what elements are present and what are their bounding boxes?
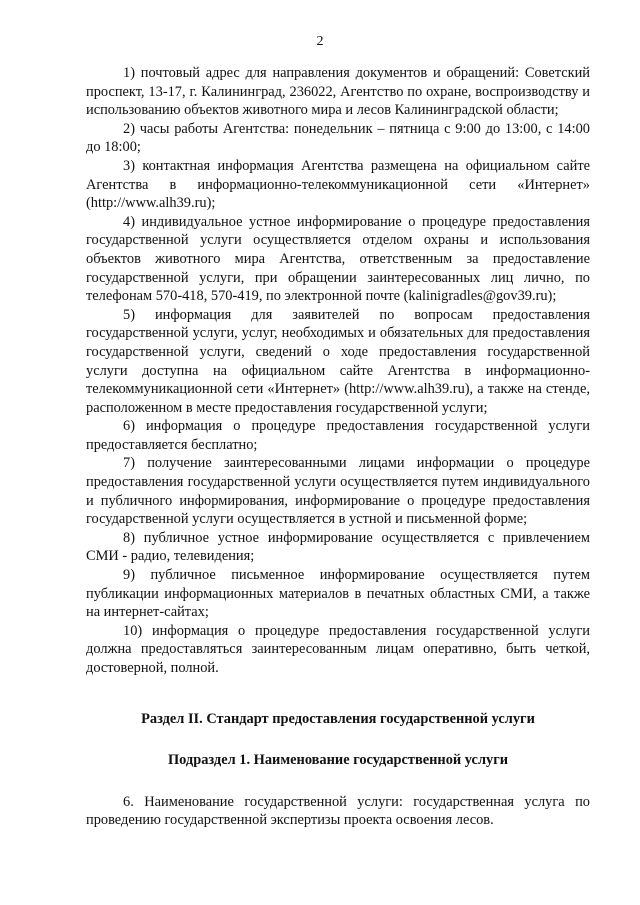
- paragraph-item-5: 5) информация для заявителей по вопросам предоставления государственной услуги, услуг, необходимых и обязательных для предоставления государственной услуги, сведений о ходе предоставления государственной услуги доступна на официальном сайте Агентства в информационно-телекоммуникационной сети «Интернет» (http://www.alh39.ru), а также на стенде, расположенном в месте предоставления государственной услуги;: [86, 306, 590, 416]
- document-body: [86, 64, 590, 830]
- paragraph-item-2: 2) часы работы Агентства: понедельник – пятница с 9:00 до 13:00, с 14:00 до 18:00;: [86, 120, 590, 156]
- paragraph-item-7: 7) получение заинтересованными лицами информации о процедуре предоставления государственной услуги осуществляется путем индивидуального и публичного информирования, информирование о процедуре предоставления государственной услуги осуществляется в устной и письменной форме;: [86, 455, 590, 528]
- service-name-paragraph: 6. Наименование государственной услуги: государственная услуга по проведению государственной экспертизы проекта освоения лесов.: [86, 793, 590, 829]
- paragraph-item-8: 8) публичное устное информирование осуществляется с привлечением СМИ - радио, телевидения;: [86, 529, 590, 565]
- page-number: 2: [316, 34, 324, 49]
- section-heading: Раздел II. Стандарт предоставления государственной услуги: [141, 710, 535, 727]
- paragraph-item-10: 10) информация о процедуре предоставления государственной услуги должна предоставляться заинтересованным лицам оперативно, быть четкой, достоверной, полной.: [86, 622, 590, 676]
- paragraph-item-6: 6) информация о процедуре предоставления государственной услуги предоставляется бесплатно;: [86, 418, 590, 453]
- subsection-heading: Подраздел 1. Наименование государственной услуги: [167, 752, 509, 769]
- paragraph-item-4: 4) индивидуальное устное информирование о процедуре предоставления государственной услуги осуществляется отделом охраны и использования объектов животного мира Агентства, ответственным за предоставление государственной услуги, при обращении заинтересованных лиц лично, по телефонам 570-418, 570-419, по электронной почте (kalinigradles@gov39.ru);: [86, 213, 590, 305]
- paragraph-item-1: 1) почтовый адрес для направления документов и обращений: Советский проспект, 13-17, г. Калининград, 236022, Агентство по охране, воспроизводству и использованию объектов животного мира и лесов Калининградской области;: [86, 65, 590, 119]
- paragraph-item-3: 3) контактная информация Агентства размещена на официальном сайте Агентства в информационно-телекоммуникационной сети «Интернет» (http://www.alh39.ru);: [86, 157, 590, 212]
- paragraph-item-9: 9) публичное письменное информирование осуществляется путем публикации информационных материалов в печатных областных СМИ, а также на интернет-сайтах;: [86, 567, 590, 621]
